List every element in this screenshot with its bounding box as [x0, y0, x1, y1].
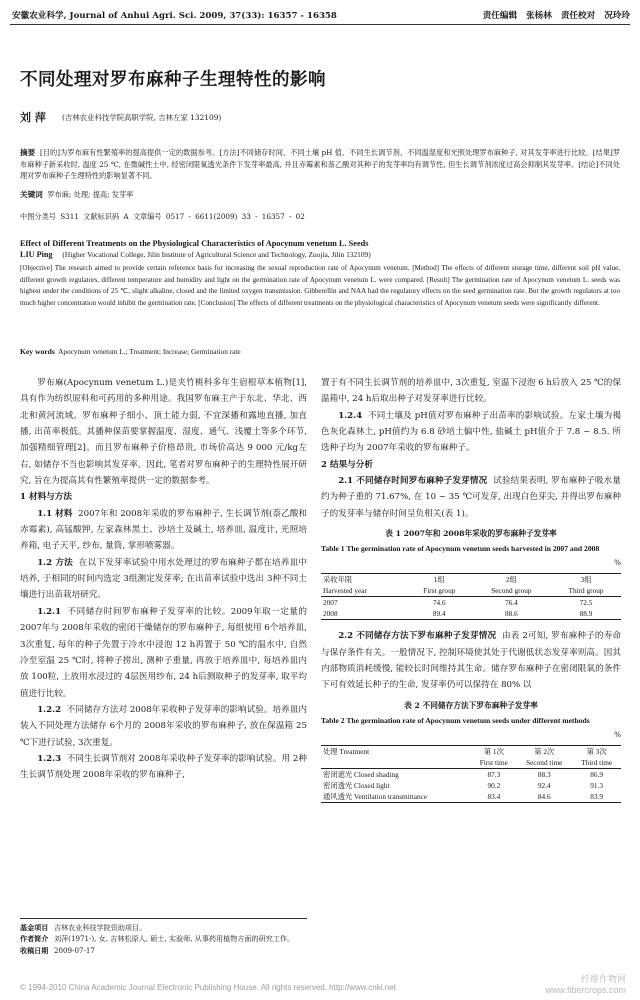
editor-credits: 责任编辑 张杨林 责任校对 况玲玲: [482, 11, 630, 21]
author-name: 刘 萍: [20, 111, 46, 124]
paper-title: 不同处理对罗布麻种子生理特性的影响: [20, 70, 326, 90]
received-date-line: [20, 945, 307, 956]
paragraph-text: 不同储存时间罗布麻种子发芽率的比较。2009年取一定量的 2007年与 2008年采收的密闭干燥储存的罗布麻种子, 每组使用 6个培养皿, 3次重复, 每年的种子先置于冷水中浸泡 12 h再置于 50 ℃的温水中, 自然冷至室温 25 ℃时, 将种子捞出, 测种子重量, 再放于培养皿中, 每培养皿内放 100粒, 上放用水浸过的 4层医用纱布, 24 h后测取种子的发芽率, 取平均值进行比较。: [20, 606, 308, 699]
table-row: [321, 597, 621, 609]
table-header-cell: Second group: [472, 585, 551, 597]
paragraph-text: 由表 2可知, 罗布麻种子的寿命与保存条件有关。一般情况下, 控制环境使其处于代谢低状态发芽率则高。因其内部物质消耗缓慢, 能较长时间维持其生命。储存罗布麻种子在密闭限氧的条件下可有效延长种子的生命, 发芽率仍可以保持在 80% 以: [321, 631, 621, 691]
table2-header-cn: [321, 745, 621, 757]
table-row: [321, 791, 621, 803]
subsection-label: 1.2.4: [338, 410, 363, 421]
subsection-label: 2.2 不同储存方法下罗布麻种子发芽情况: [338, 631, 497, 642]
table-cell: 91.3: [590, 780, 604, 790]
paragraph-text: 2007年和 2008年采收的罗布麻种子, 生长调节剂(萘乙酸和赤霉素), 高锰酸钾, 左家森林黑土、沙培土及碱土, 培养皿, 温度计, 光照培养箱, 电子天平, 纱布, 量筒, 掌形喷雾器。: [20, 508, 307, 552]
keywords-label: 关键词: [20, 190, 43, 199]
fund-label: 基金项目: [20, 923, 49, 932]
paragraph-text: 试验结果表明, 罗布麻种子吸水量约为种子重的 71.67%, 在 10 ~ 35 ℃可发芽, 出现白色芽尖, 并得出罗布麻种子的发芽率与储存时间呈负相关(表 1)。: [321, 476, 621, 519]
author-info-line: [20, 933, 307, 944]
table-cell: 76.4: [504, 598, 518, 608]
table-header-cell: 1组: [433, 575, 445, 585]
table-header-cell: 第 3次: [586, 746, 607, 756]
method-123-paragraph: [20, 751, 307, 784]
footnote-block: [20, 918, 307, 956]
subsection-label: 1.1 材料: [37, 508, 73, 519]
table-cell: 90.2: [487, 780, 501, 790]
paragraph-text: 不同土壤及 pH值对罗布麻种子出苗率的影响试验。左家土壤为褐色灰化森林土, pH值约为 6.8 砂培土偏中性, 盐碱土 pH值介于 7.8 ~ 8.5. 所选种子均为 2007年采收的罗布麻种子。: [321, 410, 621, 454]
table-cell: 74.6: [432, 598, 446, 608]
intro-paragraph: 罗布麻(Apocynum venetum L.)是夹竹桃科多年生宿根草本植物[1], 具有作为纺织原料和可药用的多种用途。我国罗布麻主产于东北、华北、西北和黄河流域。罗布麻种子细小、顶土能力弱, 不宜深播和露地直播, 加直播, 出苗率极低。其播种保苗要掌握温度、湿度、通气、浅覆土等多个环节, 加强精细管理[2]。而且罗布麻种子价格昂贵, 市场价高达 9 000 元/kg左右, 如储存不当也影响其发芽率。因此, 笔者对罗布麻种子的生理特性展开研究, 旨在为提高其有性繁殖率提供一定的数据参考。: [20, 378, 307, 487]
table-header-cell: 3组: [580, 575, 592, 585]
subsection-label: 1.2 方法: [37, 557, 73, 568]
table-cell: 2007: [323, 598, 338, 608]
received-date-label: 收稿日期: [20, 945, 49, 955]
table-cell: 86.9: [590, 769, 604, 779]
author-affiliation: (吉林农业科技学院高职学院, 吉林左家 132109): [62, 113, 222, 122]
table-header-cell: 采收年限: [323, 575, 353, 585]
materials-paragraph: [20, 506, 307, 555]
table1-header-cn: [321, 574, 621, 586]
table2-caption-en: Table 2 The germination rate of Apocynum venetum seeds under different methods: [321, 716, 590, 725]
table-header-cell: 处理 Treatment: [323, 746, 370, 756]
table-cell: 88.6: [504, 609, 518, 619]
table1-unit: %: [614, 557, 621, 567]
left-column: [20, 375, 307, 784]
copyright-line: © 1994-2010 China Academic Journal Electronic Publishing House. All rights reserved. http://www.cnki.net: [20, 983, 396, 992]
table-header-cell: Second time: [516, 757, 572, 769]
method-121-paragraph: [20, 604, 307, 702]
table1-header-en: [321, 585, 621, 597]
abstract-label: 摘要: [20, 148, 36, 157]
table-header-cell: 第 2次: [534, 746, 555, 756]
site-watermark: [545, 974, 626, 996]
table-header-cell: Third group: [551, 585, 621, 597]
table-header-cell: First time: [471, 757, 516, 769]
paragraph-text: 不同生长调节剂对 2008年采收种子发芽率的影响试验。用 2种生长调节剂处理 2008年采收的罗布麻种子,: [20, 753, 307, 781]
table2-header-en: [321, 757, 621, 769]
table-header-cell: Third time: [572, 757, 621, 769]
english-author-line: [20, 250, 371, 259]
watermark-url: www.fibercrops.com: [545, 985, 626, 995]
table-cell: 2008: [323, 609, 338, 619]
result-22-paragraph: [321, 628, 621, 693]
subsection-label: 2.1 不同储存时间罗布麻种子发芽情况: [338, 476, 488, 487]
table-cell: 通风透光 Ventilation transmittance: [323, 791, 428, 801]
table-cell: 密闭透光 Closed light: [323, 780, 390, 790]
result-21-paragraph: [321, 473, 621, 522]
header-rule: [10, 24, 630, 25]
method-122-paragraph: [20, 702, 307, 751]
section-heading-results: 2 结果与分析: [321, 459, 373, 470]
received-date: 2009-07-17: [54, 945, 95, 955]
table-row: [321, 768, 621, 780]
methods-paragraph: [20, 555, 307, 604]
table-cell: 88.3: [537, 769, 551, 779]
table-header-cell: [321, 757, 471, 769]
table-cell: 92.4: [537, 780, 551, 790]
section-heading-methods: 1 材料与方法: [20, 492, 72, 503]
chinese-abstract: [20, 147, 620, 182]
chinese-keywords: [20, 189, 620, 201]
author-info-label: 作者简介: [20, 934, 49, 944]
table-header-cell: Harvested year: [321, 585, 407, 597]
table-header-cell: 第 1次: [483, 746, 504, 756]
author-info-text: 刘萍(1971-), 女, 吉林松原人, 硕士, 实验师, 从事药用植物方面的研究工作。: [54, 934, 295, 944]
table2-unit: %: [614, 729, 621, 739]
table1-caption: 表 1 2007年和 2008年采收的罗布麻种子发芽率: [385, 529, 557, 539]
table-row: [321, 608, 621, 620]
subsection-label: 1.2.3: [37, 753, 62, 764]
table-cell: 密闭遮光 Closed shading: [323, 769, 399, 779]
paragraph-text: 在以下发芽率试验中用水处理过的罗布麻种子都在培养皿中培养, 于相同的时间内选定 3组测定发芽率; 在出苗率试验中选出 3种不同土壤进行出苗栽培研究。: [20, 557, 307, 601]
keywords-text: 罗布麻; 处理; 提高; 发芽率: [47, 190, 134, 199]
paragraph-text: 不同储存方法对 2008年采收种子发芽率的影响试验。培养皿内装入不同处理方法储存 6个月的 2008年采收的罗布麻种子, 放在保温箱 25 ℃下进行试验, 3次重复。: [20, 704, 308, 748]
table2-caption: 表 2 不同储存方法下罗布麻种子发芽率: [404, 700, 538, 710]
english-keywords: [20, 346, 620, 358]
journal-citation: 安徽农业科学, Journal of Anhui Agri. Sci. 2009, 37(33): 16357 - 16358: [12, 11, 337, 21]
english-author: LIU Ping: [20, 250, 53, 259]
english-abstract: [Objective] The research aimed to provide certain reference basis for increasing the sexual reproduction rate of Apocynum venetum. [Method] The effects of different storage time, different soil pH value, different growth regulators, different temperature and humidity and light on the germination rate of Apocynum venetum L. were compared. [Result] The germination rate of Apocynum venetum L. seeds was highest under the conditions of 25 ℃, slight alkaline, closed and the limited oxygen transmission. Gibberellin and NAA had the regulatory effects on the seed germination rate. But the growth regulators at too much higher concentration would inhibit the germination rate. [Conclusion] The effects of different treatments on the physiological characteristics of Apocynum venetum seeds were significantly different.: [20, 264, 620, 307]
subsection-label: 1.2.2: [37, 704, 62, 715]
table-cell: 72.5: [579, 598, 593, 608]
table-cell: 84.6: [537, 791, 551, 801]
continued-paragraph: 置于有不同生长调节剂的培养皿中, 3次重复, 室温下浸泡 6 h后放入 25 ℃的保温箱中, 24 h后取出种子对发芽率进行比较。: [321, 378, 621, 405]
table1-caption-en: Table 1 The germination rate of Apocynum venetum seeds harvested in 2007 and 2008: [321, 544, 600, 554]
table-cell: 88.9: [579, 609, 593, 619]
english-keywords-label: Key words: [20, 347, 55, 356]
english-affiliation: (Higher Vocational College, Jilin Institute of Agricultural Science and Technology, Zuojia, Jilin 132109): [62, 250, 371, 259]
method-124-paragraph: [321, 408, 621, 457]
table2: [321, 745, 621, 803]
watermark-cn: 纤维作物网: [580, 974, 626, 984]
running-header: [12, 6, 630, 24]
fund-line: [20, 922, 307, 933]
english-title: Effect of Different Treatments on the Physiological Characteristics of Apocynum venetum L. Seeds: [20, 239, 369, 248]
table-cell: 83.9: [590, 791, 604, 801]
abstract-text: [目的]为罗布麻有性繁殖率的提高提供一定的数据参考。[方法]不同储存时间、不同土壤 pH 值、不同生长调节剂、不同温湿度和光照处理罗布麻种子, 对其发芽率进行比较。[结果]罗布麻种子新采收时, 温度 25 ℃, 在微碱性土中, 经密闭限氧透光条件下发芽率最高, 并且赤霉素和萘乙酸对其种子的发芽率均有调节性, 但生长调节剂浓度过高会抑制其发芽率。[结论]不同处理对罗布麻种子生理特性的影响显著不同。: [20, 148, 621, 181]
table-cell: 89.4: [432, 609, 446, 619]
fund-text: 吉林农业科技学院资助项目。: [54, 923, 147, 932]
table-row: [321, 780, 621, 791]
english-keywords-text: Apocynum venetum L.; Treatment; Increase; Germination rate: [58, 347, 241, 356]
table-header-cell: First group: [407, 585, 472, 597]
subsection-label: 1.2.1: [37, 606, 62, 617]
classification-line: 中图分类号 S311 文献标识码 A 文章编号 0517 - 6611(2009) 33 - 16357 - 02: [20, 212, 305, 221]
table1: [321, 573, 621, 620]
table-cell: 83.4: [487, 791, 501, 801]
table-header-cell: 2组: [505, 575, 517, 585]
table-cell: 87.3: [487, 769, 501, 779]
right-column: [321, 375, 621, 803]
